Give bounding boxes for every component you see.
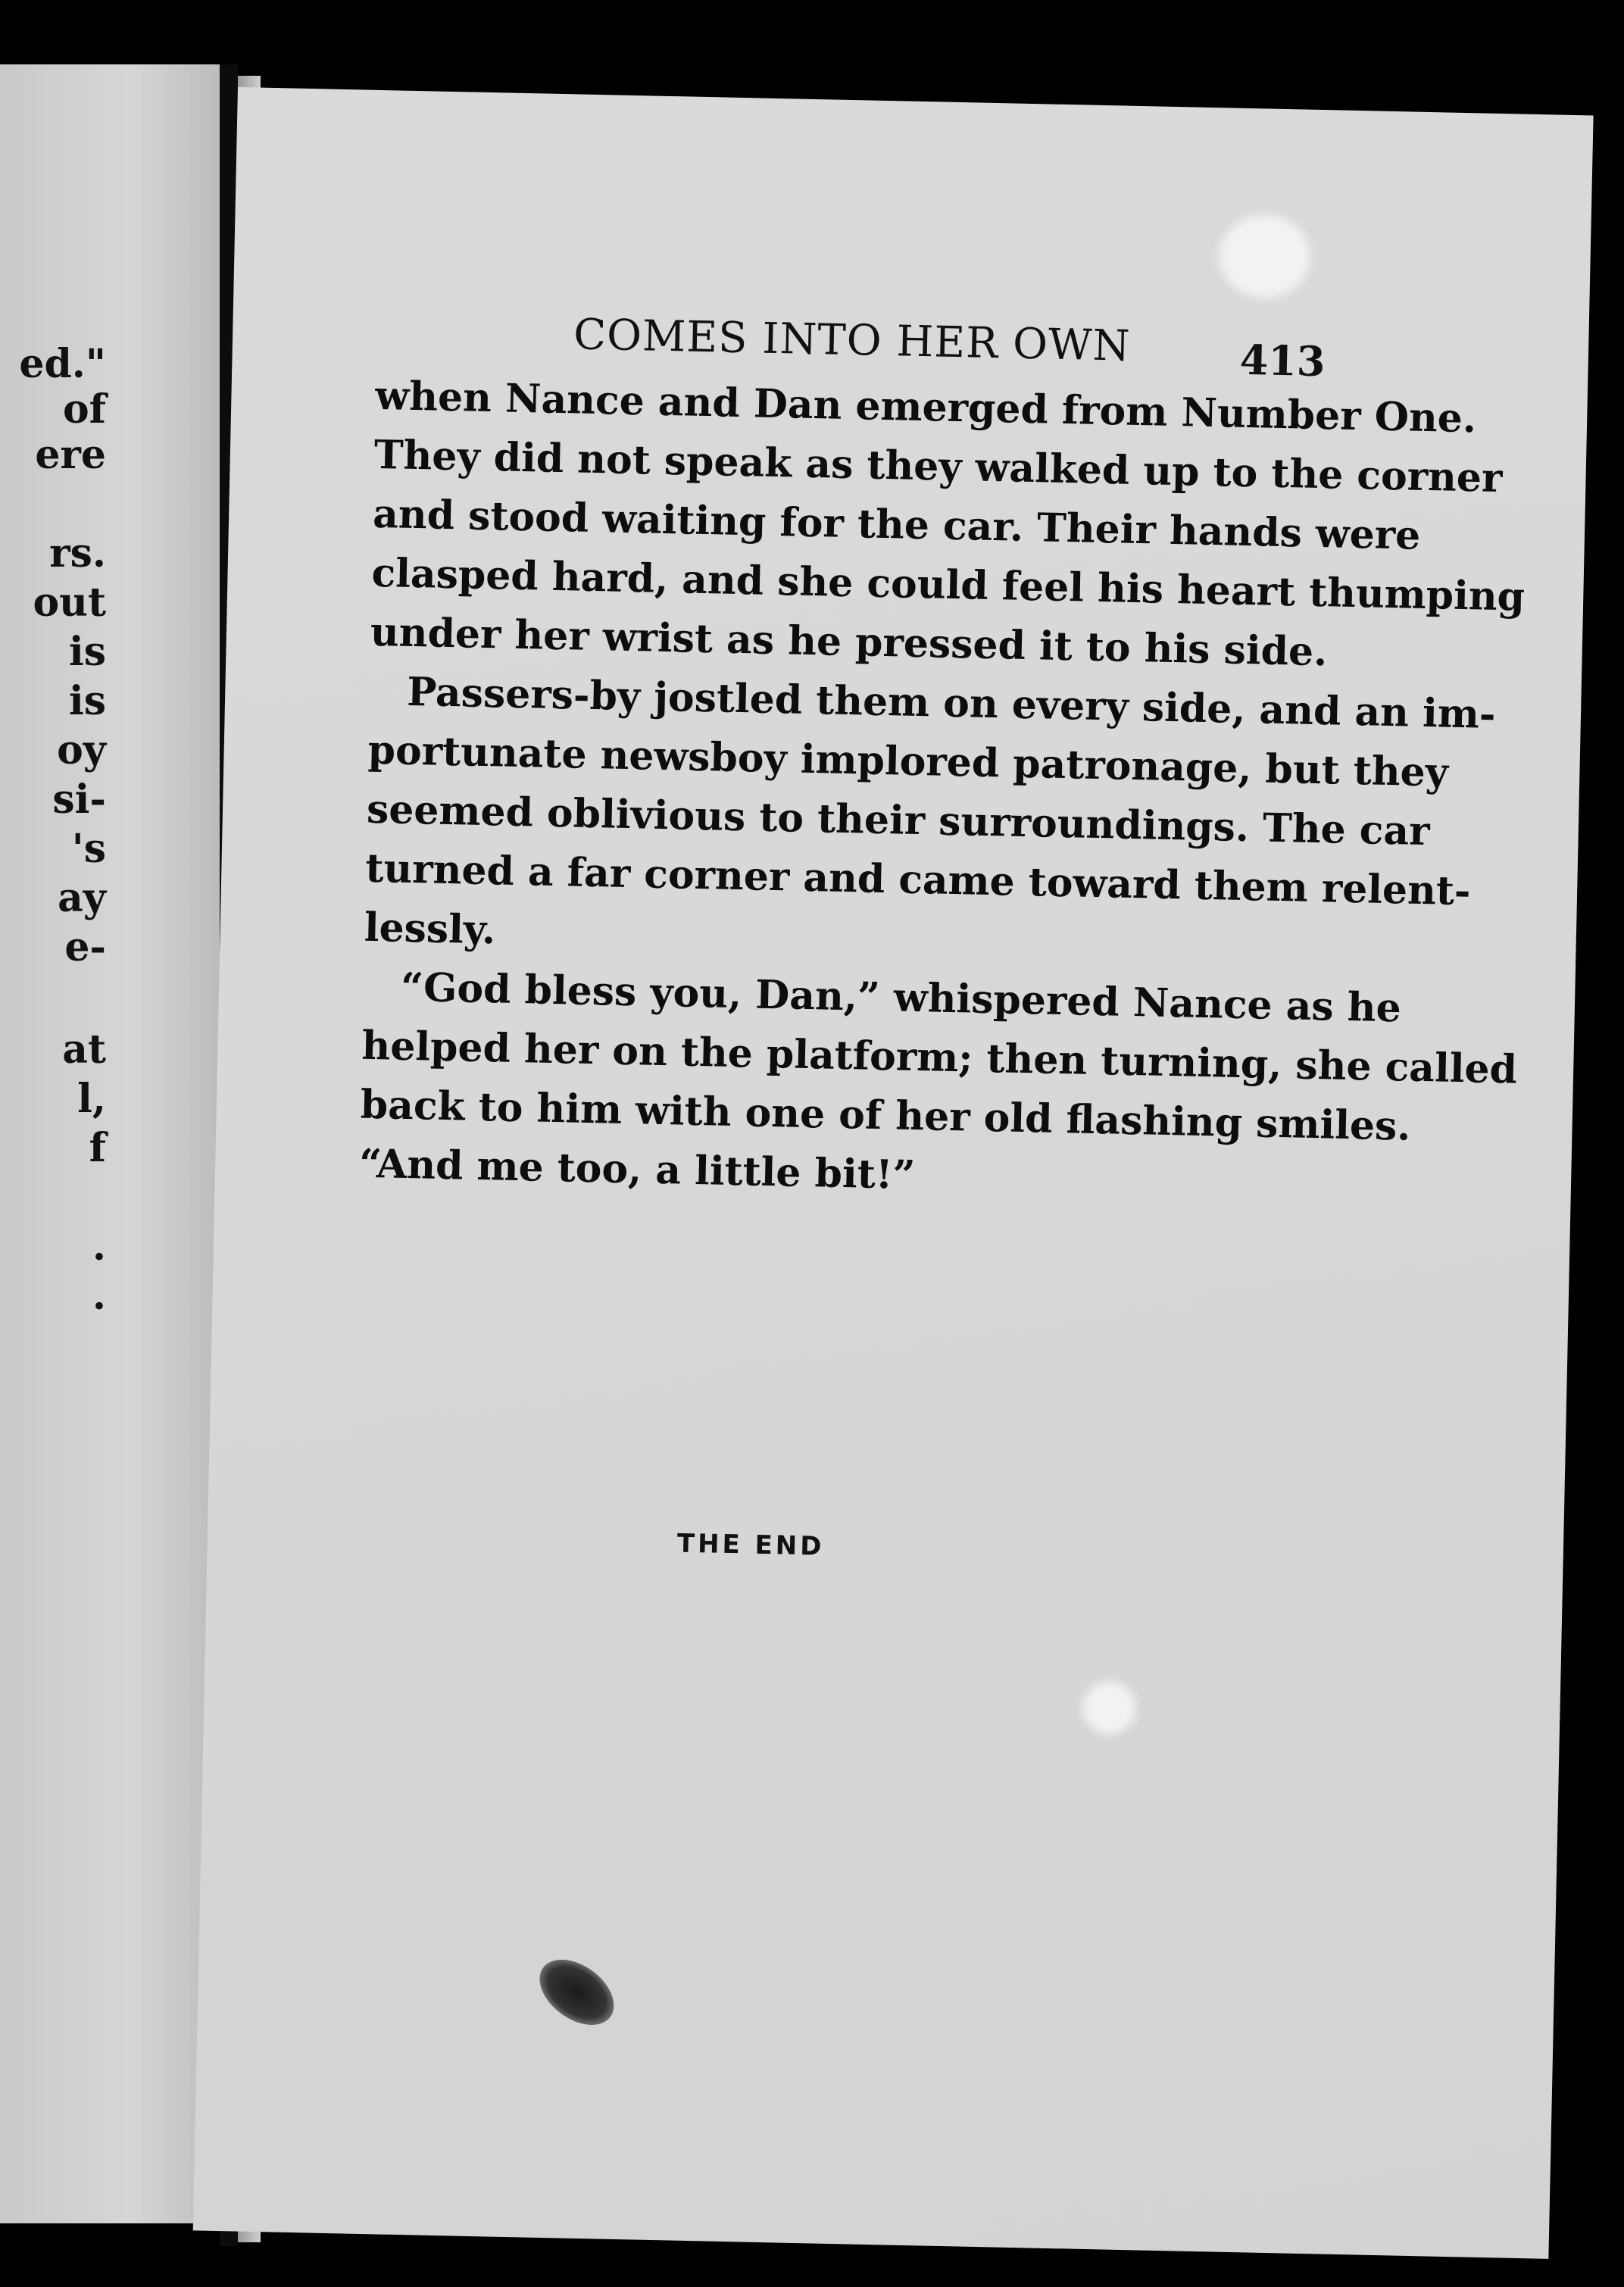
left-page-fragment: e- xyxy=(64,924,106,970)
running-head: COMES INTO HER OWN xyxy=(573,310,1132,371)
text-line: lessly. xyxy=(364,904,496,954)
page-body-text xyxy=(358,367,1526,1214)
text-line: and stood waiting for the car. Their hands were xyxy=(372,490,1421,559)
page-number: 413 xyxy=(1239,335,1326,386)
paper-blemish xyxy=(1218,214,1310,298)
left-page-fragment: 's xyxy=(71,826,106,872)
left-page-fragment: rs. xyxy=(49,530,106,576)
book-page xyxy=(193,87,1594,2259)
text-line: helped her on the platform; then turning, she called xyxy=(361,1022,1518,1093)
left-page-fragment: f xyxy=(89,1125,106,1171)
text-line: back to him with one of her old flashing smiles. xyxy=(360,1081,1412,1150)
text-line: when Nance and Dan emerged from Number One. xyxy=(374,372,1477,442)
left-page-fragment: ed." xyxy=(19,341,106,387)
left-page-fragment: ay xyxy=(58,875,106,921)
text-line: They did not speak as they walked up to the corner xyxy=(373,431,1504,502)
text-line: clasped hard, and she could feel his heart thumping xyxy=(370,549,1526,620)
text-line: turned a far corner and came toward them relent- xyxy=(364,845,1472,915)
previous-page-edge xyxy=(0,64,220,2223)
left-page-fragment: . xyxy=(92,1223,106,1270)
left-page-fragment: is xyxy=(68,678,106,724)
left-page-fragment: oy xyxy=(57,727,106,773)
ink-smudge xyxy=(527,1946,626,2038)
text-line: “And me too, a little bit!” xyxy=(358,1140,917,1199)
left-page-fragment: of xyxy=(62,386,106,433)
text-line: under her wrist as he pressed it to his side. xyxy=(370,608,1328,676)
the-end-label: THE END xyxy=(676,1528,825,1562)
text-line: seemed oblivious to their surroundings. The car xyxy=(366,786,1431,855)
text-line: “God bless you, Dan,” whispered Nance as he xyxy=(400,964,1402,1032)
left-page-fragment: out xyxy=(33,580,106,626)
text-line: portunate newsboy implored patronage, but they xyxy=(367,726,1449,796)
left-page-fragment: at xyxy=(62,1026,106,1073)
left-page-fragment: l, xyxy=(77,1076,106,1122)
text-line: Passers-by jostled them on every side, and an im- xyxy=(406,668,1497,738)
paper-blemish xyxy=(1082,1681,1136,1735)
left-page-fragment: si- xyxy=(52,776,106,823)
left-page-fragment: is xyxy=(68,629,106,675)
left-page-fragment: ere xyxy=(35,432,106,478)
left-page-fragment: . xyxy=(92,1273,106,1319)
